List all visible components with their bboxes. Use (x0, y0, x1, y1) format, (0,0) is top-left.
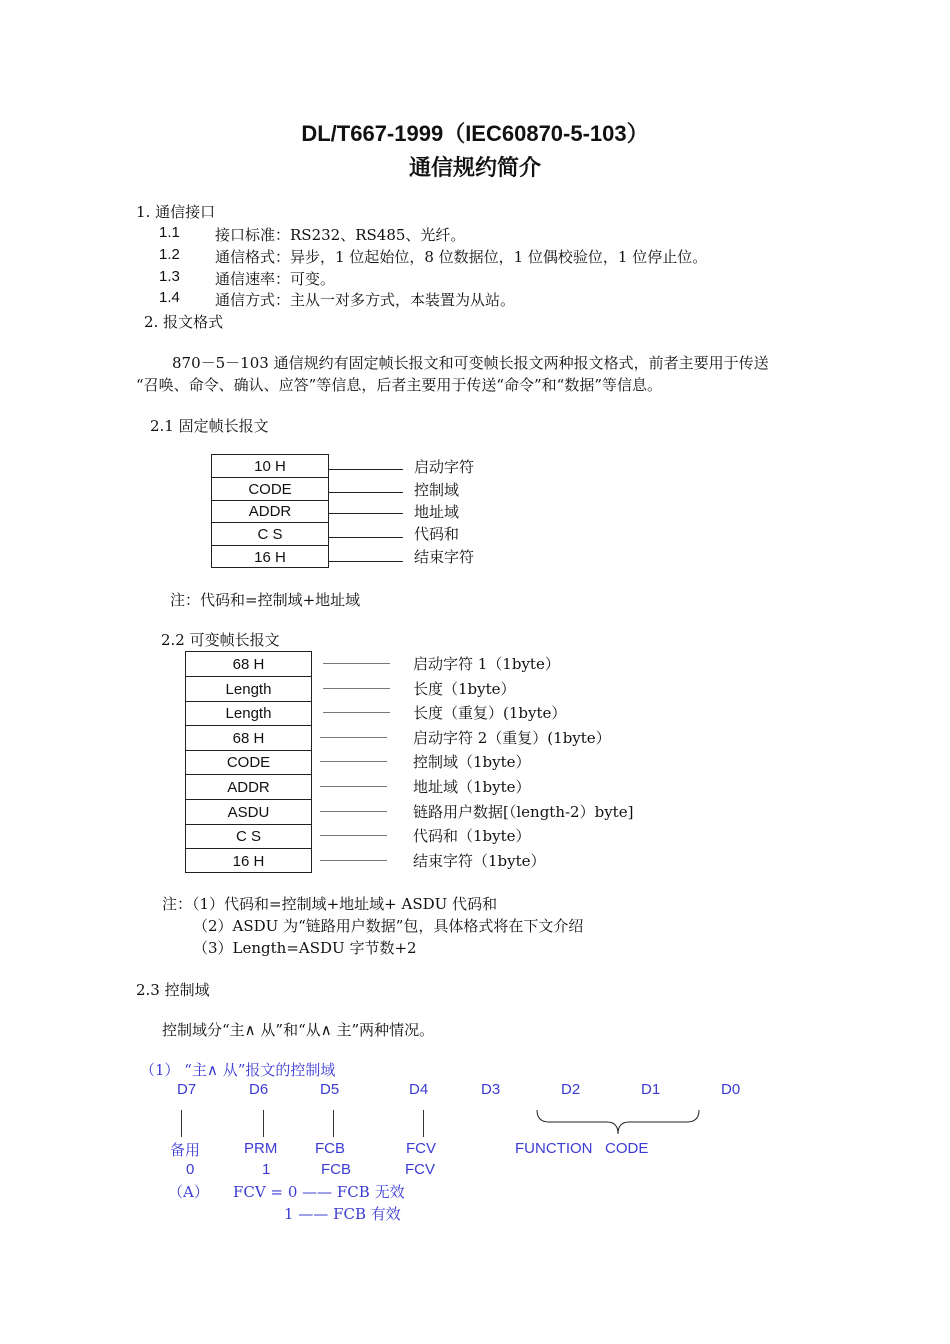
note: （3）Length=ASDU 字节数+2 (193, 939, 417, 957)
item-text: 通信速率：可变。 (215, 270, 336, 288)
field-name: FCB (315, 1140, 345, 1157)
connector-line (329, 561, 403, 562)
frame-cell: 68 H (186, 725, 311, 750)
frame-cell: ADDR (186, 774, 311, 799)
frame-label: 结束字符 (414, 548, 475, 566)
frame-cell: C S (186, 824, 311, 848)
note: （2）ASDU 为“链路用户数据”包，具体格式将在下文介绍 (193, 917, 584, 935)
connector-line (320, 860, 387, 861)
bit-label: D3 (481, 1081, 501, 1098)
frame-cell: ADDR (212, 500, 328, 522)
field-value: FCB (321, 1161, 351, 1178)
section-1-heading: 1. 通信接口 (136, 203, 216, 221)
section-2-3-heading: 2.3 控制域 (136, 981, 210, 999)
note-label: （A） (168, 1183, 209, 1201)
bit-connector (181, 1110, 182, 1137)
frame-cell: C S (212, 522, 328, 545)
bit-label: D5 (320, 1081, 340, 1098)
bit-label: D6 (249, 1081, 269, 1098)
section-2-2-heading: 2.2 可变帧长报文 (161, 631, 280, 649)
bit-connector (263, 1110, 264, 1137)
field-value: FCV (405, 1161, 435, 1178)
bit-connector (423, 1110, 424, 1137)
frame-label: 启动字符 1（1byte） (413, 655, 560, 673)
paragraph: 870－5－103 通信规约有固定帧长报文和可变帧长报文两种报文格式，前者主要用于传送 (172, 354, 769, 372)
field-name: FUNCTION CODE (515, 1140, 649, 1157)
frame-cell: 10 H (254, 457, 286, 475)
fcv-rule: 1 —— FCB 有效 (284, 1205, 401, 1223)
function-code-brace (535, 1108, 701, 1138)
frame-label: 启动字符 (414, 458, 475, 476)
connector-line (329, 537, 403, 538)
bit-label: D7 (177, 1081, 197, 1098)
note: 注：代码和=控制域+地址域 (170, 591, 361, 609)
fixed-frame-table (211, 454, 329, 568)
frame-cell: 16 H (212, 545, 328, 568)
connector-line (323, 688, 390, 689)
connector-line (329, 513, 403, 514)
frame-label: 结束字符（1byte） (413, 852, 546, 870)
connector-line (320, 811, 387, 812)
frame-label: 代码和 (414, 525, 460, 543)
frame-label: 地址域（1byte） (413, 778, 531, 796)
connector-line (323, 712, 390, 713)
bit-label: D2 (561, 1081, 581, 1098)
variable-frame-table (185, 651, 312, 873)
item-num: 1.1 (159, 224, 180, 241)
connector-line (323, 663, 390, 664)
frame-label: 启动字符 2（重复）(1byte） (413, 729, 611, 747)
item-text: 通信格式：异步，1 位起始位，8 位数据位，1 位偶校验位，1 位停止位。 (215, 248, 708, 266)
fcv-rule: FCV = 0 —— FCB 无效 (233, 1183, 405, 1201)
connector-line (320, 761, 387, 762)
frame-cell: Length (186, 701, 311, 725)
item-text: 通信方式：主从一对多方式，本装置为从站。 (215, 291, 516, 309)
frame-cell: ASDU (186, 799, 311, 824)
connector-line (320, 835, 387, 836)
item-num: 1.4 (159, 289, 180, 306)
page-subtitle: 通信规约简介 (408, 156, 541, 181)
section-2-heading: 2. 报文格式 (144, 313, 224, 331)
field-name: 备用 (170, 1141, 201, 1159)
connector-line (329, 492, 403, 493)
frame-label: 长度（1byte） (413, 680, 516, 698)
connector-line (329, 469, 403, 470)
frame-label: 链路用户数据[（length-2）byte] (413, 803, 634, 821)
connector-line (320, 737, 387, 738)
frame-cell: Length (186, 676, 311, 701)
paragraph: 控制域分“主∧ 从”和“从∧ 主”两种情况。 (162, 1021, 435, 1039)
frame-label: 控制域 (414, 481, 460, 499)
subheading: （1） “主∧ 从”报文的控制域 (140, 1061, 336, 1079)
paragraph: “召唤、命令、确认、应答”等信息，后者主要用于传送“命令”和“数据”等信息。 (136, 376, 663, 394)
connector-line (320, 786, 387, 787)
frame-cell: CODE (212, 477, 328, 500)
frame-label: 代码和（1byte） (413, 827, 531, 845)
frame-label: 长度（重复）(1byte） (413, 704, 567, 722)
item-text: 接口标准：RS232、RS485、光纤。 (215, 226, 466, 244)
note: 注：（1）代码和=控制域+地址域+ ASDU 代码和 (162, 895, 498, 913)
bit-label: D1 (641, 1081, 661, 1098)
bit-connector (333, 1110, 334, 1137)
frame-cell: CODE (186, 750, 311, 774)
item-num: 1.2 (159, 246, 180, 263)
field-name: FCV (406, 1140, 436, 1157)
frame-label: 控制域（1byte） (413, 753, 531, 771)
frame-cell: 68 H (232, 655, 265, 673)
field-value: 0 (186, 1161, 195, 1178)
frame-cell: 16 H (186, 848, 311, 873)
bit-label: D4 (409, 1081, 429, 1098)
page-title: DL/T667-1999（IEC60870-5-103） (301, 121, 649, 146)
item-num: 1.3 (159, 268, 180, 285)
frame-label: 地址域 (414, 503, 460, 521)
field-name: PRM (244, 1140, 278, 1157)
section-2-1-heading: 2.1 固定帧长报文 (150, 417, 269, 435)
bit-label: D0 (721, 1081, 741, 1098)
field-value: 1 (262, 1161, 271, 1178)
